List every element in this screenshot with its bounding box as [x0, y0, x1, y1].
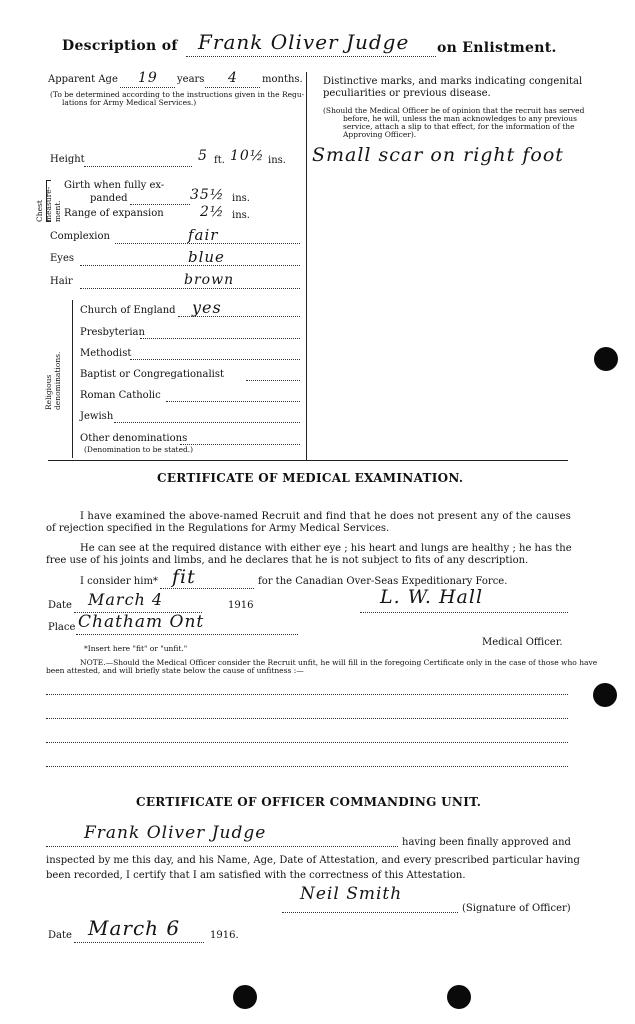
- commanding-year: 1916.: [210, 930, 239, 941]
- header-pre: Description of: [62, 38, 178, 54]
- hair-label: Hair: [50, 276, 73, 287]
- chest-side-label: Chest measure- ment.: [35, 186, 62, 222]
- blank-line: [46, 742, 568, 743]
- commanding-date-line: [74, 942, 204, 943]
- commanding-date-label: Date: [48, 930, 72, 941]
- marks-title: Distinctive marks, and marks indicating congenital: [323, 76, 583, 87]
- religion-line: [166, 401, 300, 402]
- religion-line: [246, 380, 300, 381]
- religion-item: Church of England: [80, 305, 176, 316]
- commanding-signature: Neil Smith: [300, 884, 403, 904]
- medical-signature-line: [360, 612, 568, 613]
- medical-para: He can see at the required distance with either eye ; his heart and lungs are healthy ; he has the: [80, 543, 572, 554]
- medical-para: I have examined the above-named Recruit and find that he does not present any of the causes: [80, 511, 572, 522]
- religion-line: [180, 444, 300, 445]
- height-in-value: 10½: [230, 148, 265, 164]
- age-label: Apparent Age: [48, 74, 118, 85]
- complexion-label: Complexion: [50, 231, 110, 242]
- medical-date-value: March 4: [88, 590, 164, 609]
- commanding-line: inspected by me this day, and his Name, Age, Date of Attestation, and every prescribed particular having: [46, 855, 580, 866]
- blank-line: [46, 718, 568, 719]
- medical-date-label: Date: [48, 600, 72, 611]
- eyes-label: Eyes: [50, 253, 74, 264]
- religion-item: Methodist: [80, 348, 132, 359]
- age-note: lations for Army Medical Services.): [62, 98, 197, 107]
- commanding-line: having been finally approved and: [402, 837, 571, 848]
- consider-label: I consider him*: [80, 576, 158, 587]
- chest-girth-label: panded: [90, 193, 128, 204]
- religion-item: Jewish: [80, 411, 114, 422]
- religion-item: Other denominations: [80, 433, 188, 444]
- place-label: Place: [48, 622, 76, 633]
- age-months-value: 4: [228, 70, 238, 86]
- age-note: (To be determined according to the instructions given in the Regu-: [50, 90, 305, 99]
- height-in-label: ins.: [268, 155, 286, 166]
- height-ft-value: 5: [198, 148, 208, 164]
- height-label: Height: [50, 154, 85, 165]
- hair-line: [80, 288, 300, 289]
- medical-signature: L. W. Hall: [380, 586, 484, 608]
- religion-line: [130, 359, 300, 360]
- unfit-note: NOTE.—Should the Medical Officer consider the Recruit unfit, he will fill in the foregoing Certificate only in the case of those who have: [80, 658, 598, 667]
- religion-line: [140, 338, 300, 339]
- medical-year: 1916: [228, 600, 254, 611]
- age-months-label: months.: [262, 74, 303, 85]
- chest-girth-value: 35½: [190, 187, 225, 203]
- consider-value: fit: [172, 566, 196, 588]
- complexion-value: fair: [188, 226, 219, 244]
- eyes-value: blue: [188, 248, 225, 266]
- religion-other-note: (Denomination to be stated.): [84, 445, 194, 454]
- punch-hole: [593, 683, 617, 707]
- commanding-signature-line: [282, 912, 458, 913]
- chest-girth-unit: ins.: [232, 193, 250, 204]
- marks-note: service, attach a slip to that effect, for the information of the: [343, 122, 575, 131]
- signature-label: (Signature of Officer): [462, 903, 571, 914]
- punch-hole: [447, 985, 471, 1009]
- age-line: [120, 87, 175, 88]
- chest-range-unit: ins.: [232, 210, 250, 221]
- religion-line: [114, 422, 300, 423]
- medical-officer-label: Medical Officer.: [482, 637, 563, 648]
- medical-title: CERTIFICATE OF MEDICAL EXAMINATION.: [157, 471, 464, 485]
- medical-para: free use of his joints and limbs, and he declares that he is not subject to fits of any description.: [46, 555, 529, 566]
- hair-value: brown: [184, 272, 235, 288]
- insert-note: *Insert here "fit" or "unfit.": [84, 644, 188, 653]
- chest-bracket: [46, 180, 51, 222]
- commanding-date-value: March 6: [88, 916, 181, 940]
- column-divider: [306, 72, 307, 460]
- marks-note: before, he will, unless the man acknowledges to any previous: [343, 114, 577, 123]
- religion-item: Roman Catholic: [80, 390, 161, 401]
- religion-item: Presbyterian: [80, 327, 145, 338]
- marks-value: Small scar on right foot: [312, 144, 564, 166]
- consider-line: [160, 588, 254, 589]
- height-ft-label: ft.: [214, 155, 225, 166]
- punch-hole: [594, 347, 618, 371]
- recruit-name: Frank Oliver Judge: [198, 30, 410, 54]
- chest-range-value: 2½: [200, 204, 225, 220]
- height-line: [84, 166, 192, 167]
- consider-post: for the Canadian Over-Seas Expeditionary Force.: [258, 576, 508, 587]
- commanding-line: been recorded, I certify that I am satisfied with the correctness of this Attestation.: [46, 870, 466, 881]
- commanding-name-value: Frank Oliver Judge: [84, 823, 267, 843]
- blank-line: [46, 766, 568, 767]
- age-years-label: years: [177, 74, 205, 85]
- blank-line: [46, 694, 568, 695]
- medical-para: of rejection specified in the Regulations for Army Medical Services.: [46, 523, 390, 534]
- marks-note: (Should the Medical Officer be of opinion that the recruit has served: [323, 106, 585, 115]
- chest-range-label: Range of expansion: [64, 208, 164, 219]
- chest-girth-label: Girth when fully ex-: [64, 180, 165, 191]
- punch-hole: [233, 985, 257, 1009]
- section-rule: [48, 460, 568, 461]
- place-value: Chatham Ont: [78, 612, 205, 632]
- header-post: on Enlistment.: [437, 40, 557, 56]
- chest-line: [130, 204, 190, 205]
- place-line: [76, 634, 298, 635]
- commanding-title: CERTIFICATE OF OFFICER COMMANDING UNIT.: [136, 795, 482, 809]
- unfit-note: been attested, and will briefly state below the cause of unfitness :—: [46, 666, 304, 675]
- denomination-bracket: [72, 300, 73, 458]
- age-line: [205, 87, 260, 88]
- religion-side-label: Religious denominations.: [44, 351, 62, 410]
- church-of-england-value: yes: [192, 298, 222, 317]
- name-line: [186, 56, 436, 57]
- age-years-value: 19: [138, 70, 158, 86]
- religion-item: Baptist or Congregationalist: [80, 369, 224, 380]
- commanding-name-line: [46, 846, 398, 847]
- marks-note: Approving Officer).: [343, 130, 417, 139]
- marks-title: peculiarities or previous disease.: [323, 88, 491, 99]
